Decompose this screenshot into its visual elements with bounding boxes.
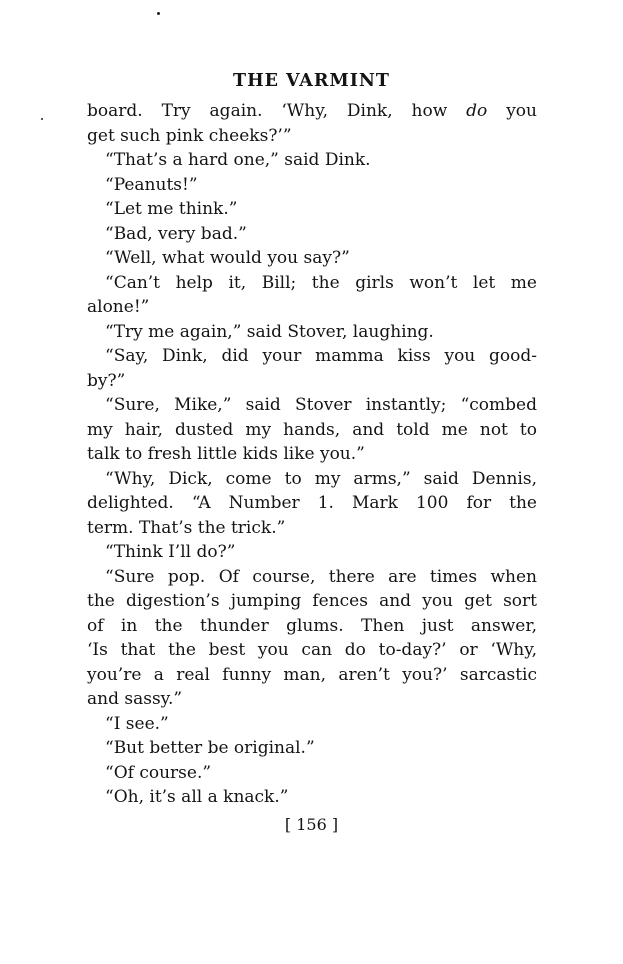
text-line: board. Try again. ‘Why, Dink, how do you [87, 101, 537, 121]
text-line: my hair, dusted my hands, and told me not to [87, 419, 537, 440]
running-head: THE VARMINT [233, 71, 390, 91]
text-line: “Why, Dick, come to my arms,” said Dennis, [105, 468, 537, 489]
text-line: “Well, what would you say?” [105, 248, 350, 268]
text-line: talk to fresh little kids like you.” [87, 444, 365, 464]
text-line: “I see.” [105, 713, 169, 734]
text-line: you’re a real funny man, aren’t you?’ sarcastic [87, 664, 537, 685]
text-line: “Sure, Mike,” said Stover instantly; “combed [105, 395, 537, 415]
body-text [87, 99, 537, 810]
text-line: alone!” [87, 297, 150, 317]
print-speck [41, 118, 43, 120]
text-line: “That’s a hard one,” said Dink. [105, 150, 371, 170]
text-line: “Try me again,” said Stover, laughing. [105, 321, 434, 342]
text-line: “Say, Dink, did your mamma kiss you good- [105, 346, 537, 366]
text-line: “Oh, it’s all a knack.” [105, 787, 289, 807]
text-line: of in the thunder glums. Then just answer, [87, 615, 537, 636]
text-line: term. That’s the trick.” [87, 517, 286, 538]
text-line: and sassy.” [87, 689, 183, 709]
text-line: “But better be original.” [105, 738, 315, 758]
text-line: ‘Is that the best you can do to-day?’ or ‘Why, [87, 640, 537, 660]
text-line: “Bad, very bad.” [105, 223, 247, 244]
text-line: “Of course.” [105, 762, 212, 783]
text-line: “Can’t help it, Bill; the girls won’t let me [105, 272, 537, 293]
text-line: get such pink cheeks?’” [87, 125, 292, 146]
text-line: “Sure pop. Of course, there are times when [105, 566, 537, 587]
text-line: by?” [87, 370, 126, 391]
print-speck [157, 12, 160, 15]
text-line: the digestion’s jumping fences and you get sort [87, 591, 537, 611]
page-number: [ 156 ] [284, 815, 339, 834]
text-line: “Let me think.” [105, 199, 238, 219]
text-line: delighted. “A Number 1. Mark 100 for the [87, 493, 537, 513]
text-line: “Think I’ll do?” [105, 542, 236, 562]
text-line: “Peanuts!” [105, 174, 198, 195]
